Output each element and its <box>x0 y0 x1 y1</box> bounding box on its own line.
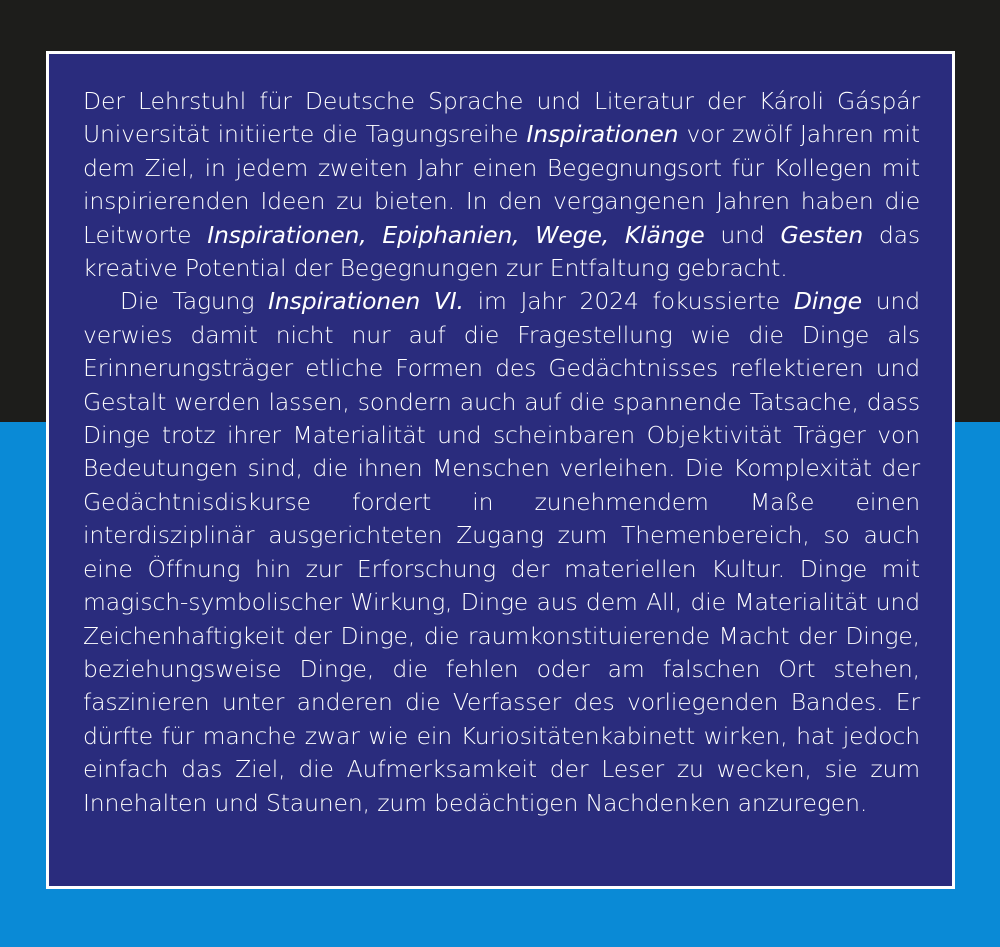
paragraph-1-text-4: das kreative Potential der Begegnungen zur Entfaltung gebracht. <box>83 220 920 283</box>
paragraph-1-text-2: vor zwölf Jahren mit dem Ziel, in jedem zweiten Jahr einen Begegnungsort für Kollegen mit inspirierenden Ideen zu bieten. In den vergangenen Jahren haben die Leitworte <box>83 120 920 249</box>
paragraph-2-text-3: und verwies damit nicht nur auf die Fragestellung wie die Dinge als Erinnerungsträger etliche Formen des Gedächtnisses reflektieren und Gestalt werden lassen, sondern auch auf die spannende Tatsache, dass Dinge trotz ihrer Materialität und scheinbaren Objektivität Träger von Bedeutungen sind, die ihnen Menschen verleihen. Die Komplexität der Gedächtnisdiskurse fordert in zunehmendem Maße einen interdisziplinär ausgerichteten Zugang zum Themenbereich, so auch eine Öffnung hin zur Erforschung der materiellen Kultur. Dinge mit magisch-symbolischer Wirkung, Dinge aus dem All, die Materialität und Zeichenhaftigkeit der Dinge, die raumkonstituierende Macht der Dinge, beziehungsweise Dinge, die fehlen oder am falschen Ort stehen, faszinieren unter anderen die Verfasser des vorliegenden Bandes. Er dürfte für manche zwar wie ein Kuriositätenkabinett wirken, hat jedoch einfach das Ziel, die Aufmerksamkeit der Leser zu wecken, sie zum Innehalten und Staunen, zum bedächtigen Nachdenken anzuregen. <box>83 287 921 817</box>
paragraph-2 <box>83 285 920 820</box>
paragraph-2-text-2: im Jahr 2024 fokussierte <box>463 287 794 316</box>
paragraph-1 <box>83 85 920 285</box>
paragraph-1-text-3: und <box>704 220 781 249</box>
text-panel <box>46 51 955 889</box>
paragraph-2-text-1: Die Tagung <box>120 287 269 316</box>
paragraph-1-italic-1: Inspirationen <box>526 120 679 149</box>
paragraph-2-italic-1: Inspirationen VI. <box>268 287 464 316</box>
body-text <box>83 85 920 820</box>
paragraph-1-italic-2: Inspirationen, Epiphanien, Wege, Klänge <box>207 220 705 249</box>
paragraph-1-italic-3: Gesten <box>780 220 864 249</box>
paragraph-2-italic-2: Dinge <box>793 287 862 316</box>
paragraph-1-text-1: Der Lehrstuhl für Deutsche Sprache und Literatur der Károli Gáspár Universität initiierte die Tagungsreihe <box>83 87 920 149</box>
